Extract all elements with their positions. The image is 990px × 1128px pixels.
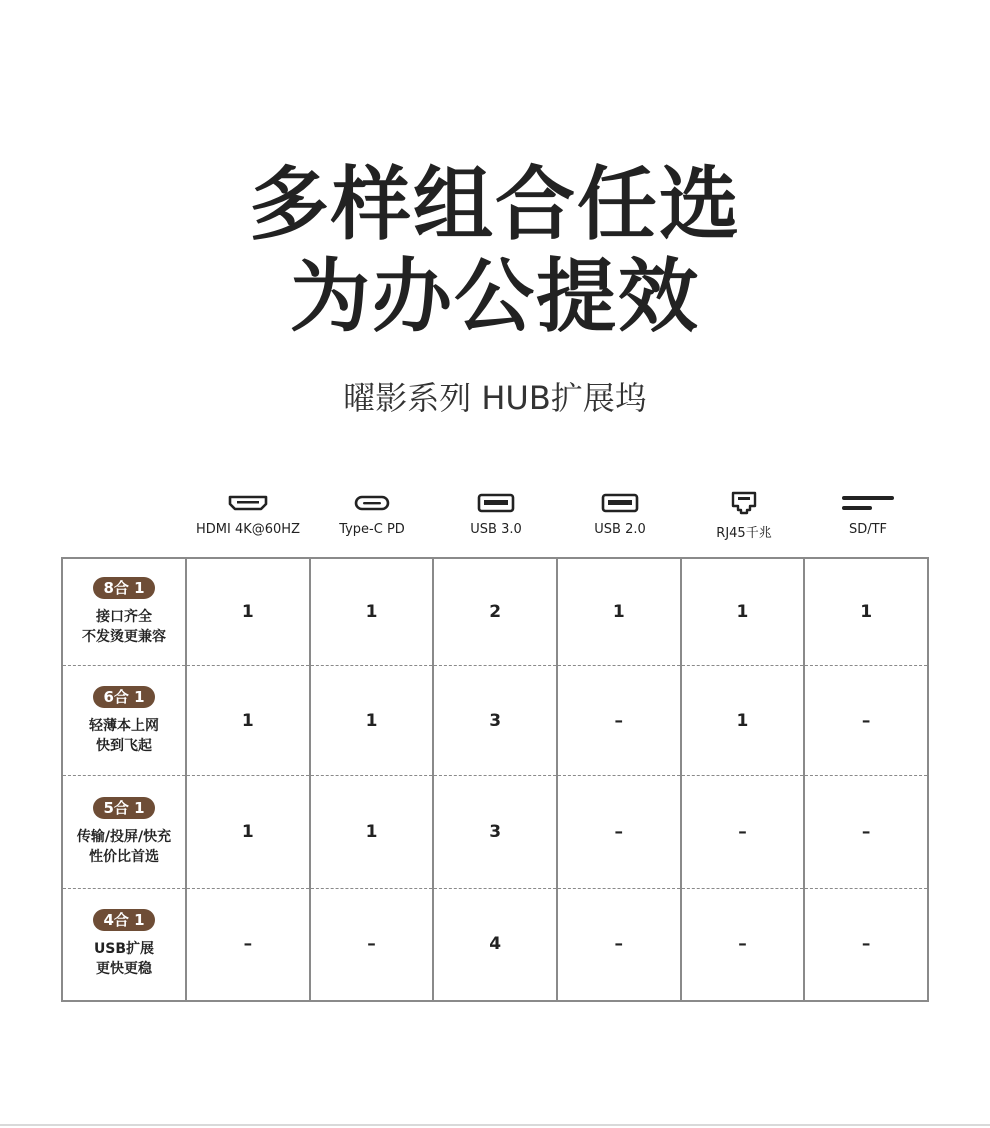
- table-cell: –: [861, 710, 871, 731]
- table-cell: 1: [736, 710, 749, 731]
- type-c-port-icon: [354, 488, 390, 518]
- table-row: [62, 665, 928, 775]
- model-badge: 8合 1: [93, 577, 154, 599]
- table-cell: 2: [489, 601, 502, 622]
- headline-line-2: 为办公提效: [290, 250, 700, 343]
- port-label: USB 2.0: [594, 522, 646, 537]
- row-header: [62, 558, 186, 665]
- row-desc-line: 传输/投屏/快充: [76, 829, 172, 846]
- table-cell: 3: [489, 822, 502, 843]
- port-header-rj45: [682, 488, 806, 548]
- table-cell: 3: [489, 710, 502, 731]
- port-header-usb20: [558, 488, 682, 548]
- hub-comparison-table: [61, 557, 929, 1002]
- ethernet-port-icon: [731, 488, 757, 518]
- table-cell: –: [738, 934, 747, 955]
- port-label: HDMI 4K@60HZ: [196, 522, 300, 537]
- usb-a-port-icon: [601, 488, 639, 518]
- port-label: SD/TF: [848, 522, 888, 537]
- table-cell: 1: [860, 601, 873, 622]
- row-desc-line: USB扩展: [93, 941, 155, 958]
- port-header-type-c: [310, 488, 434, 548]
- table-cell: –: [738, 822, 747, 843]
- model-badge: 5合 1: [93, 797, 154, 819]
- table-cell: –: [614, 822, 624, 843]
- row-header: [62, 888, 186, 1001]
- table-cell: 1: [241, 822, 254, 843]
- hdmi-port-icon: [228, 488, 268, 518]
- port-header-usb30: [434, 488, 558, 548]
- table-cell: 1: [612, 601, 625, 622]
- table-cell: 1: [241, 710, 254, 731]
- table-cell: –: [243, 934, 253, 955]
- port-header-hdmi: [186, 488, 310, 548]
- table-cell: –: [861, 934, 871, 955]
- row-header: [62, 776, 186, 889]
- row-desc-line: 不发烫更兼容: [82, 628, 166, 645]
- product-subtitle: 曜影系列 HUB扩展坞: [343, 379, 647, 417]
- table-cell: 1: [365, 822, 378, 843]
- table-cell: 1: [365, 710, 378, 731]
- row-desc-line: 更快更稳: [96, 961, 152, 978]
- table-cell: –: [614, 710, 624, 731]
- table-cell: –: [367, 934, 376, 955]
- card-slot-icon: [841, 488, 895, 518]
- table-cell: 1: [736, 601, 749, 622]
- row-header: [62, 665, 186, 775]
- usb-a-port-icon: [477, 488, 515, 518]
- row-desc-line: 接口齐全: [96, 608, 152, 625]
- table-cell: 1: [365, 601, 378, 622]
- row-desc-line: 性价比首选: [89, 849, 159, 866]
- port-label: Type-C PD: [339, 522, 405, 537]
- model-badge: 6合 1: [93, 686, 154, 708]
- bottom-divider: [0, 1124, 990, 1126]
- port-header-sd-tf: [806, 488, 930, 548]
- table-row: [62, 558, 928, 665]
- port-label: USB 3.0: [470, 522, 522, 537]
- table-row: [62, 888, 928, 1001]
- model-badge: 4合 1: [93, 909, 154, 931]
- port-label: RJ45千兆: [716, 526, 772, 541]
- row-desc-line: 快到飞起: [96, 737, 152, 754]
- table-cell: 1: [241, 601, 254, 622]
- table-row: [62, 776, 928, 889]
- headline-line-1: 多样组合任选: [249, 158, 741, 251]
- table-cell: –: [861, 822, 871, 843]
- table-cell: 4: [489, 934, 502, 955]
- row-desc-line: 轻薄本上网: [89, 717, 159, 734]
- table-cell: –: [614, 934, 624, 955]
